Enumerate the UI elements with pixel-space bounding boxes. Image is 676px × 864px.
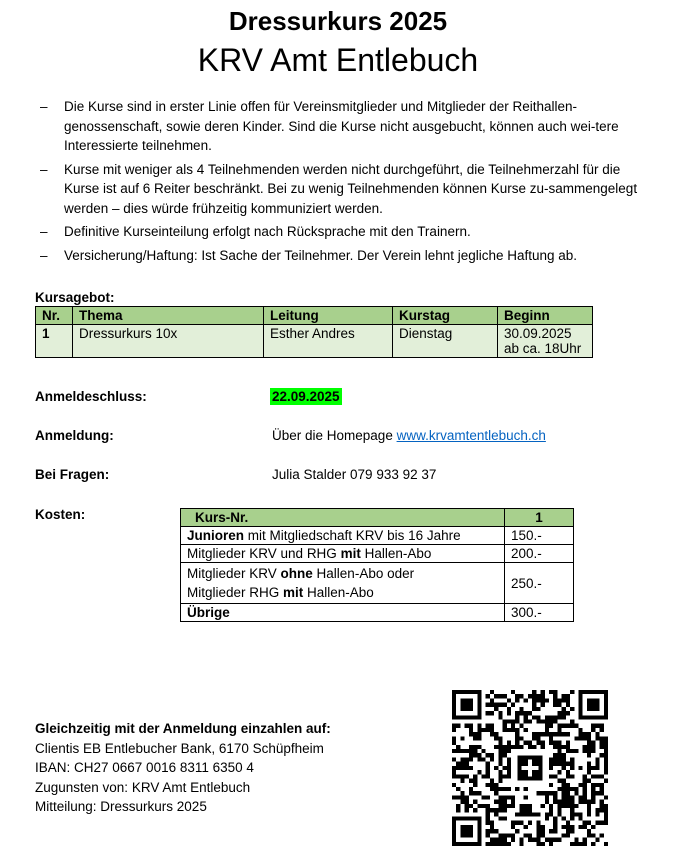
- payment-mitteilung: Mitteilung: Dressurkurs 2025: [35, 799, 207, 814]
- payment-iban: IBAN: CH27 0667 0016 8311 6350 4: [35, 760, 254, 775]
- table-header: Beginn: [498, 307, 593, 325]
- info-list: [40, 97, 640, 269]
- table-row: Mitglieder KRV und RHG mit Hallen-Abo 200.-: [181, 545, 574, 563]
- qr-code-icon: [452, 690, 608, 846]
- anmeldung-value: Über die Homepage www.krvamtentlebuch.ch: [272, 428, 546, 443]
- table-header: Thema: [73, 307, 264, 325]
- cell-kurstag: Dienstag: [393, 325, 498, 358]
- table-header: 1: [505, 509, 574, 527]
- table-header: Leitung: [264, 307, 393, 325]
- list-item: – Definitive Kurseinteilung erfolgt nach Rücksprache mit den Trainern.: [40, 222, 640, 242]
- cell-beginn: 30.09.2025 ab ca. 18Uhr: [498, 325, 593, 358]
- list-item: – Kurse mit weniger als 4 Teilnehmenden werden nicht durchgeführt, die Teilnehmerzahl für die Kurse ist auf 6 Reiter beschränkt. Bei zu wenig Teilnehmenden können Kurse zu-sammengelegt werden – dies würde frühzeitig kommuniziert werden.: [40, 161, 638, 216]
- dash-icon: –: [40, 99, 48, 114]
- homepage-link[interactable]: www.krvamtentlebuch.ch: [396, 428, 546, 443]
- cell-thema: Dressurkurs 10x: [73, 325, 264, 358]
- dash-icon: –: [40, 247, 48, 263]
- kosten-label: Kosten:: [35, 507, 86, 522]
- anmeldung-label: Anmeldung:: [35, 428, 114, 443]
- list-item: – Die Kurse sind in erster Linie offen für Vereinsmitglieder und Mitglieder der Reithallen-genossenschaft, sowie deren Kinder. Sind die Kurse nicht ausgebucht, können auch wei-tere Interessierte teilnehmen.: [40, 99, 619, 153]
- anmeldeschluss-label: Anmeldeschluss:: [35, 389, 147, 404]
- payment-bank: Clientis EB Entlebucher Bank, 6170 Schüpfheim: [35, 740, 324, 756]
- kursangebot-label: Kursagebot:: [35, 290, 115, 305]
- table-row: Mitglieder KRV ohne Hallen-Abo oder Mitglieder RHG mit Hallen-Abo 250.-: [181, 563, 574, 604]
- cost-table: [180, 508, 574, 622]
- fragen-value: Julia Stalder 079 933 92 37: [272, 467, 437, 482]
- table-row: [36, 325, 593, 358]
- payment-zugunsten: Zugunsten von: KRV Amt Entlebuch: [35, 779, 251, 795]
- list-item: – Versicherung/Haftung: Ist Sache der Teilnehmer. Der Verein lehnt jegliche Haftung ab.: [40, 246, 640, 266]
- table-header: Kurs-Nr.: [181, 509, 505, 527]
- table-header: Nr.: [36, 307, 73, 325]
- dash-icon: –: [40, 224, 48, 239]
- cell-nr: 1: [36, 325, 73, 358]
- deadline-value: 22.09.2025: [272, 389, 340, 404]
- course-table: [35, 306, 593, 358]
- table-row: Junioren mit Mitgliedschaft KRV bis 16 Jahre 150.-: [181, 527, 574, 545]
- table-row: Übrige 300.-: [181, 604, 574, 622]
- page-title: Dressurkurs 2025: [228, 6, 448, 36]
- payment-info: [35, 719, 331, 817]
- table-header: Kurstag: [393, 307, 498, 325]
- fragen-label: Bei Fragen:: [35, 467, 110, 482]
- payment-heading: Gleichzeitig mit der Anmeldung einzahlen auf:: [35, 721, 331, 736]
- cell-leitung: Esther Andres: [264, 325, 393, 358]
- page-subtitle: KRV Amt Entlebuch: [197, 42, 479, 78]
- dash-icon: –: [40, 161, 48, 177]
